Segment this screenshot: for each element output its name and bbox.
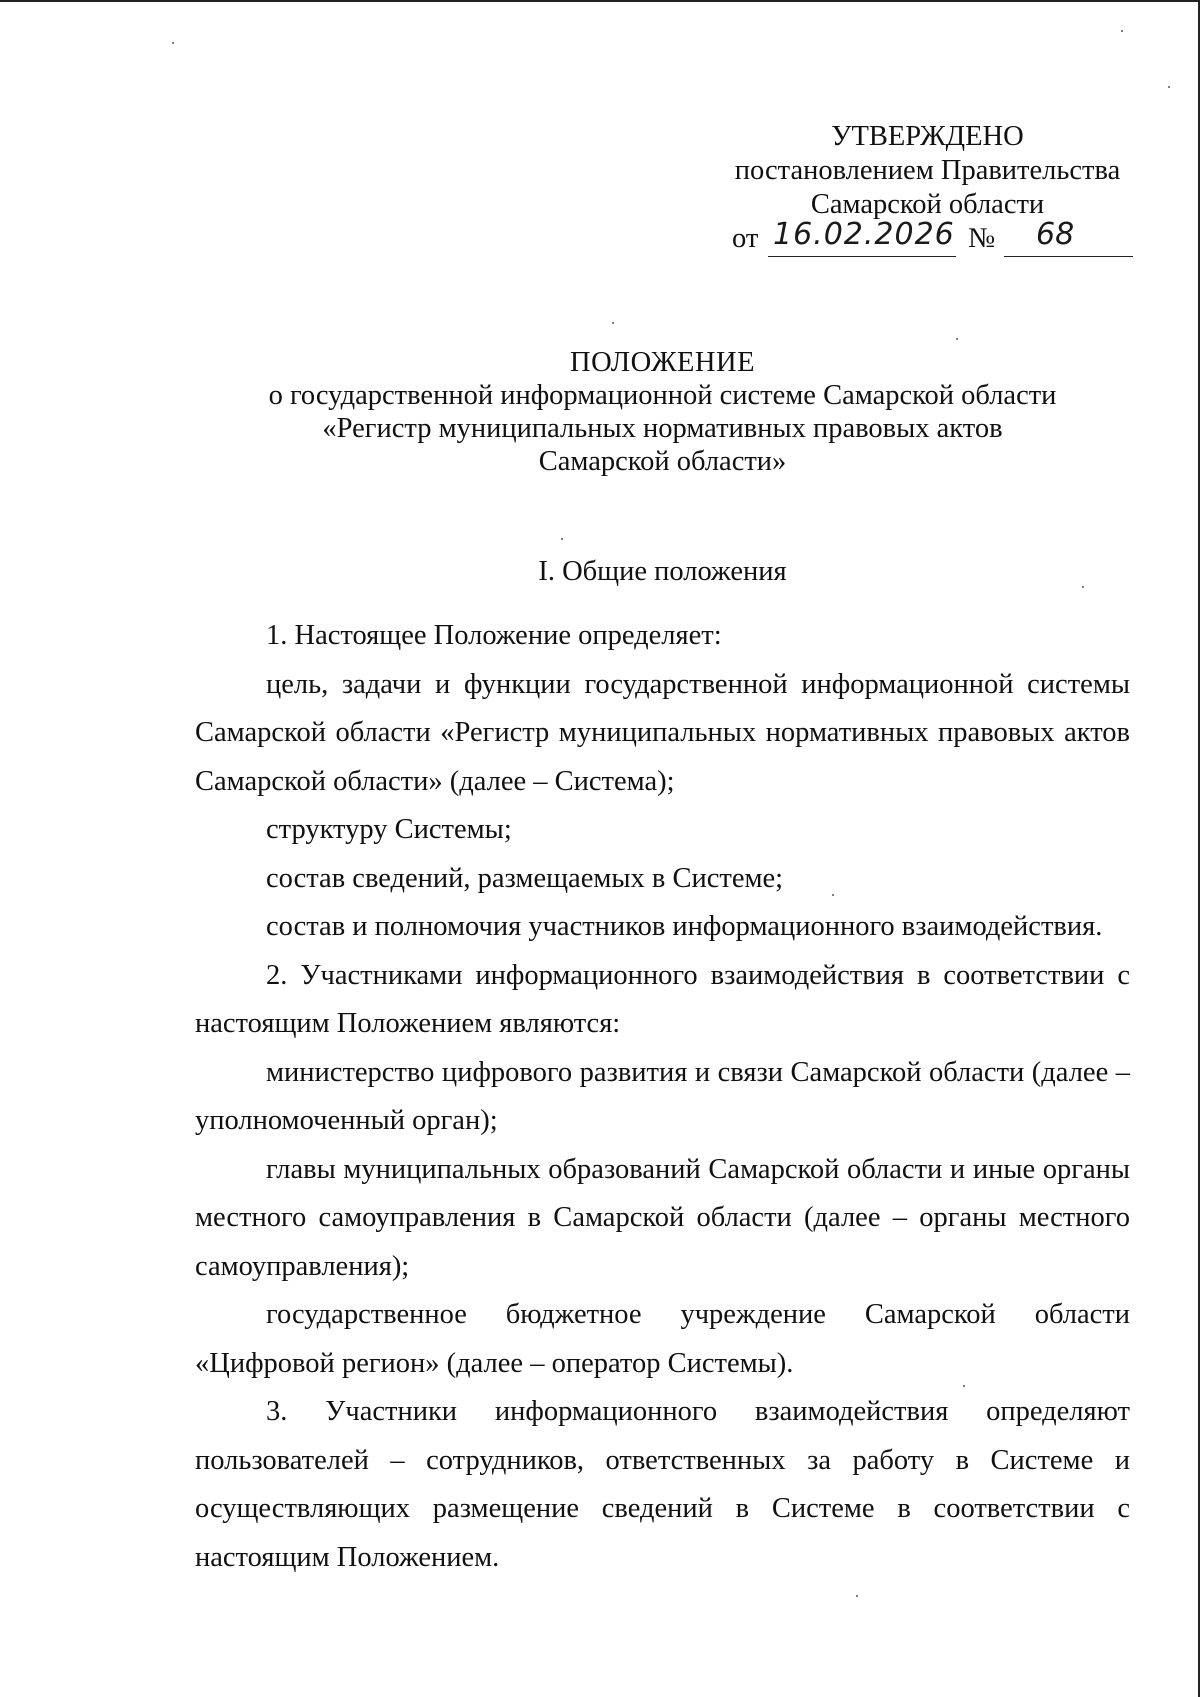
scan-speck <box>172 42 174 44</box>
paragraph: 3. Участники информационного взаимодействия определяют пользователей – сотрудников, ответственных за работу в Системе и осуществляющих размещение сведений в Системе в соответствии с настоящим Положением. <box>195 1396 1130 1573</box>
date-prefix: от <box>732 223 759 254</box>
scan-speck <box>963 1385 965 1387</box>
number-underline <box>1004 256 1133 257</box>
paragraph: 2. Участниками информационного взаимодействия в соответствии с настоящим Положением являются: <box>195 959 1130 1039</box>
document-body <box>195 612 1130 1582</box>
scan-speck <box>1168 86 1170 88</box>
paragraph: состав сведений, размещаемых в Системе; <box>266 862 784 894</box>
section-heading: I. Общие положения <box>538 556 787 587</box>
paragraph: структуру Системы; <box>266 814 512 845</box>
approval-date-number-line <box>720 217 1135 262</box>
scan-speck <box>832 894 834 896</box>
document-title-line-2: «Регистр муниципальных нормативных правовых актов <box>322 413 1003 444</box>
paragraph: 1. Настоящее Положение определяет: <box>266 620 722 651</box>
scan-speck <box>612 322 614 324</box>
document-heading: ПОЛОЖЕНИЕ <box>570 347 755 378</box>
approval-title: УТВЕРЖДЕНО <box>831 121 1024 152</box>
scan-speck <box>1121 30 1123 32</box>
scan-speck <box>1082 586 1084 588</box>
paragraph: государственное бюджетное учреждение Самарской области «Цифровой регион» (далее – оператор Системы). <box>195 1299 1130 1379</box>
approval-line-2: Самарской области <box>810 189 1045 220</box>
scan-speck <box>856 1595 858 1597</box>
approval-stamp-block <box>720 120 1135 262</box>
document-title-block <box>195 346 1130 478</box>
handwritten-number: 68 <box>1036 217 1075 252</box>
paragraph: состав и полномочия участников информационного взаимодействия. <box>266 911 1103 942</box>
scan-edge-top <box>0 0 1200 2</box>
number-sign: № <box>968 223 996 254</box>
date-underline <box>768 256 956 257</box>
approval-line-1: постановлением Правительства <box>734 155 1121 186</box>
document-title-line-3: Самарской области» <box>538 446 787 477</box>
paragraph: министерство цифрового развития и связи Самарской области (далее – уполномоченный орган); <box>195 1056 1130 1136</box>
paragraph: цель, задачи и функции государственной информационной системы Самарской области «Регистр муниципальных нормативных правовых актов Самарской области» (далее – Система); <box>195 668 1130 797</box>
paragraph: главы муниципальных образований Самарской области и иные органы местного самоуправления в Самарской области (далее – органы местного самоуправления); <box>195 1153 1130 1282</box>
scan-speck <box>956 338 958 340</box>
handwritten-date: 16.02.2026 <box>773 217 955 252</box>
document-title-line-1: о государственной информационной системе Самарской области <box>268 380 1057 411</box>
scan-speck <box>561 538 563 540</box>
